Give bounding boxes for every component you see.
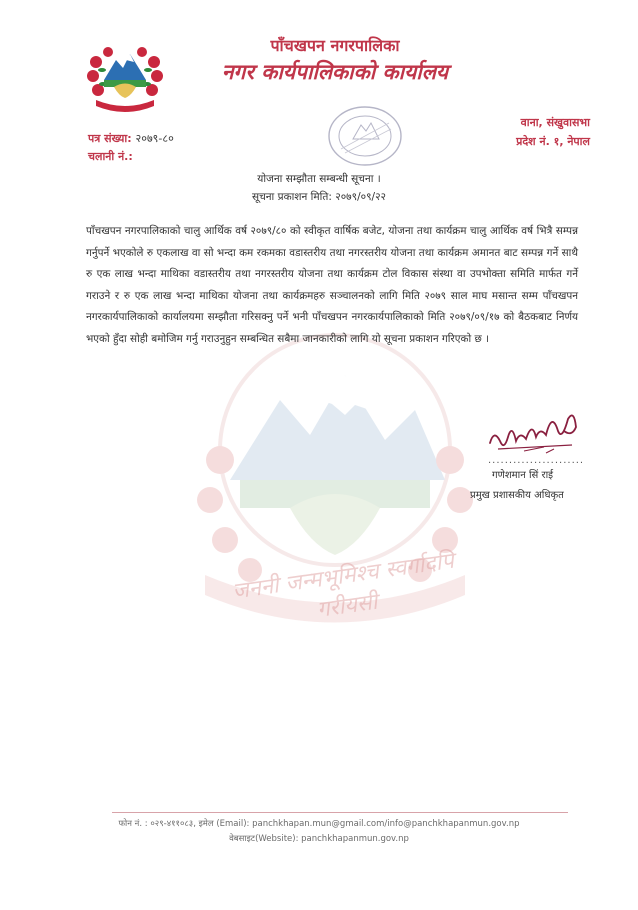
nepal-emblem-logo xyxy=(86,40,164,112)
office-name: नगर कार्यपालिकाको कार्यालय xyxy=(221,60,449,84)
dispatch-number-label: चलानी नं.: xyxy=(88,150,133,163)
signatory-name: गणेशमान सिं राई xyxy=(492,470,554,481)
address-line-2: प्रदेश नं. १, नेपाल xyxy=(516,135,590,148)
municipality-name: पाँचखपन नगरपालिका xyxy=(270,36,400,55)
office-stamp-icon xyxy=(325,103,405,169)
address-line-1: वाना, संखुवासभा xyxy=(520,116,590,129)
footer-website: वेबसाइट(Website): panchkhapanmun.gov.np xyxy=(229,834,409,844)
office-address xyxy=(516,113,590,151)
notice-subject: योजना सम्झौता सम्बन्धी सूचना । xyxy=(257,173,381,185)
notice-published-date: सूचना प्रकाशन मिति: २०७९/०९/२२ xyxy=(251,191,387,203)
letterhead-title xyxy=(190,35,480,87)
reference-value: २०७९-८० xyxy=(135,132,174,145)
handwritten-signature xyxy=(484,401,584,459)
watermark-motto: जननी जन्मभूमिश्च स्वर्गादपि गरीयसी xyxy=(230,548,456,623)
footer-divider xyxy=(112,812,568,813)
reference-label: पत्र संख्या: xyxy=(88,132,132,145)
reference-block xyxy=(88,130,174,166)
signature-dots: ....................... xyxy=(488,455,585,466)
notice-body: पाँचखपन नगरपालिकाको चालु आर्थिक वर्ष २०७९/८० को स्वीकृत वार्षिक बजेट, योजना तथा कार्यक्रम चालु आर्थिक वर्ष भित्रै सम्पन्न गर्नुपर्ने भएकोले रु एकलाख वा सो भन्दा कम रकमका वडास्तरीय तथा नगरस्तरीय योजना तथा कार्यक्रम अमानत बाट सम्पन्न गर्ने साथै रु एक लाख भन्दा माथिका वडास्तरीय तथा नगरस्तरीय योजना तथा कार्यक्रम टोल विकास संस्था वा उपभोक्ता समिति मार्फत गर्ने गराउने र रु एक लाख भन्दा माथिका योजना तथा कार्यक्रमहरु सञ्चालनको लागि मिति २०७९ साल माघ मसान्त सम्म पाँचखपन नगरकार्यपालिकाको कार्यालयमा सम्झौता गरिसक्नु पर्ने भनी पाँचखपन नगरकार्यपालिकाको मिति २०७९/०९/१७ को बैठकबाट निर्णय भएको हुँदा सोही बमोजिम गर्नु गराउनुहुन सम्बन्धित सबैमा जानकारीको लागि यो सूचना प्रकाशन गरिएको छ । xyxy=(86,225,578,345)
reference-number-row xyxy=(88,130,174,148)
signatory-title: प्रमुख प्रशासकीय अधिकृत xyxy=(470,490,564,501)
footer-contact: फोन नं. : ०२९-४११०८३, इमेल (Email): panchkhapan.mun@gmail.com/info@panchkhapanmun.gov.np xyxy=(118,819,520,829)
